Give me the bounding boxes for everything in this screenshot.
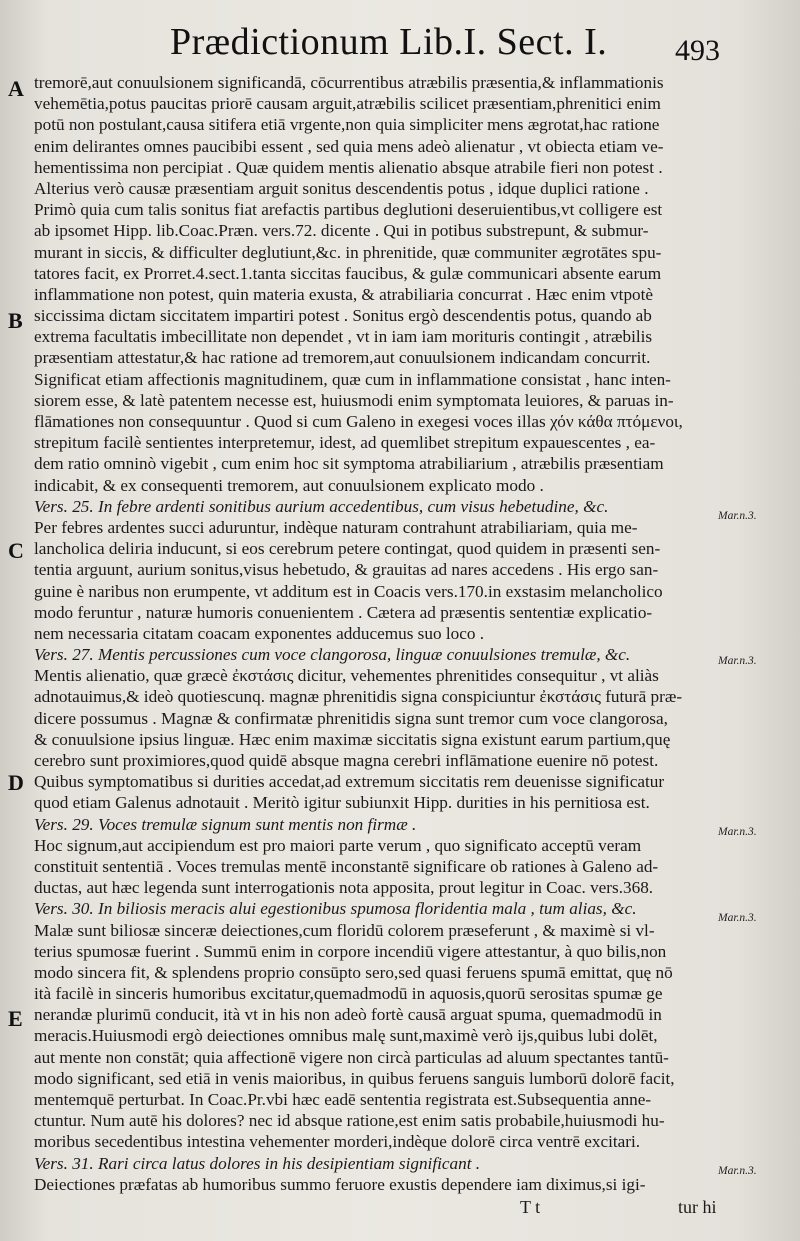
- text-line: lancholica deliria inducunt, si eos cerebrum petere contingat, quod quidem in præsenti sen-: [34, 539, 661, 559]
- text-line: Primò quia cum talis sonitus fiat arefactis partibus deglutioni deseruientibus,vt colligere est: [34, 200, 663, 220]
- text-line: Significat etiam affectionis magnitudinem, quæ cum in inflammatione consistat , hanc inten-: [34, 369, 671, 389]
- text-line: Hoc signum,aut accipiendum est pro maiori parte verum , quo significato acceptū veram: [34, 835, 642, 855]
- text-line: tatores facit, ex Prorret.4.sect.1.tanta siccitas faucibus, & gulæ communicari absente earum: [34, 263, 662, 283]
- margin-reference: Mar.n.3.: [718, 655, 757, 667]
- verse-heading: Vers. 25. In febre ardenti sonitibus aurium accedentibus, cum visus hebetudine, &c.: [34, 496, 609, 516]
- text-line: Deiectiones præfatas ab humoribus summo feruore exustis dependere iam diximus,si igi-: [34, 1174, 646, 1194]
- text-line: terius spumosæ fuerint . Summū enim in corpore incendiū vigere attestantur, à quo bilis,non: [34, 941, 667, 961]
- margin-letter-a: A: [8, 76, 24, 101]
- text-line: tentia arguunt, aurium sonitus,visus hebetudo, & grauitas ad nares accedens . His ergo san-: [34, 560, 659, 580]
- text-line: & conuulsione ipsius linguæ. Hæc enim maximæ siccitatis signa existunt earum partium,quę: [34, 729, 671, 749]
- text-line: modo feruntur , naturæ humoris conuenientem . Cætera ad præsentis sententiæ explicatio-: [34, 602, 653, 622]
- text-line: siorem esse, & latè patentem necesse est, huiusmodi enim symptomata leuiores, & paruas in-: [34, 390, 674, 410]
- text-line: murant in siccis, & difficulter deglutiunt,&c. in phrenitide, quæ communiter ægrotātes spu-: [34, 242, 662, 262]
- text-line: guine è naribus non erumpente, vt additum est in Coacis vers.170.in exstasim melancholico: [34, 581, 663, 601]
- text-line: moribus secedentibus intestina vehementer morderi,indèque dolorē circa ventrē excitari.: [34, 1132, 641, 1152]
- text-line: Mentis alienatio, quæ græcè ἐκστάσις dicitur, vehementes phrenitides consequitur , vt aliàs: [34, 666, 659, 686]
- text-line: ità facilè in sinceris humoribus excitatur,quemadmodū in aquosis,quorū serositas spumæ ge: [34, 984, 663, 1004]
- margin-letter-b: B: [8, 308, 23, 333]
- margin-reference: Mar.n.3.: [718, 912, 757, 924]
- verse-heading: Vers. 30. In biliosis meracis alui egestionibus spumosa floridentia mala , tum alias, &c.: [34, 899, 637, 919]
- text-line: siccissima dictam siccitatem impartiri potest . Sonitus ergò descendentis potus, quando ab: [34, 306, 652, 326]
- text-line: inflammatione non potest, quin materia exusta, & atrabiliaria concurrat . Hæc enim vtpotè: [34, 284, 654, 304]
- text-line: modo sincera fit, & splendens proprio consūpto sero,sed quasi feruens spumā emittat, quę nō: [34, 962, 673, 982]
- text-line: dicere possumus . Magnæ & confirmatæ phrenitidis signa sunt tremor cum voce clangorosa,: [34, 708, 668, 728]
- text-line: nerandæ plurimū conducit, ità vt in his non adeò fortè causā arguat spuma, quemadmodū in: [34, 1005, 662, 1025]
- page-number: 493: [675, 34, 720, 67]
- verse-heading: Vers. 31. Rari circa latus dolores in his desipientiam significant .: [34, 1153, 481, 1173]
- text-line: dem ratio omninò vigebit , cum enim hoc sit symptoma atrabiliarium , atræbilis præsentiam: [34, 454, 664, 474]
- text-line: tremorē,aut conuulsionem significandā, cōcurrentibus atræbilis præsentia,& inflammationis: [34, 73, 664, 92]
- text-line: mentemquē perturbat. In Coac.Pr.vbi hæc eadē sententia registrata est.Subsequentia anne-: [34, 1090, 652, 1109]
- margin-letter-d: D: [8, 770, 24, 795]
- running-title: Prædictionum Lib.I. Sect. I.: [170, 21, 608, 63]
- margin-reference: Mar.n.3.: [718, 1165, 757, 1177]
- verse-heading: Vers. 29. Voces tremulæ signum sunt mentis non firmæ .: [34, 814, 417, 834]
- text-line: extrema facultatis imbecillitate non dependet , vt in iam iam morituris contingit , atræbilis: [34, 327, 653, 347]
- text-line: strepitum facilè sentientes interpretemur, idest, ad quemlibet strepitum expauescentes , ea-: [34, 433, 656, 453]
- margin-letter-c: C: [8, 538, 24, 563]
- text-line: potū non postulant,causa sitifera etiā vrgente,non quia simpliciter mens ægrotat,hac ratione: [34, 115, 660, 135]
- text-line: ductas, aut hæc legenda sunt interrogationis nota apposita, prout legitur in Coac. vers.368.: [34, 878, 654, 898]
- text-line: modo significant, sed etiā in venis maioribus, in quibus feruens sanguis lumborū dolorē facit,: [34, 1068, 675, 1088]
- catchword: tur hi: [678, 1197, 717, 1217]
- text-line: Malæ sunt biliosæ sinceræ deiectiones,cum floridū colorem præseferunt , & maximè si vl-: [34, 920, 655, 940]
- body-text: [34, 72, 716, 1195]
- text-line: Quibus symptomatibus si durities accedat,ad extremum siccitatis rem deuenisse significatur: [34, 772, 665, 792]
- signature-mark: T t: [520, 1197, 541, 1217]
- text-line: ctuntur. Num autē his dolores? nec id absque ratione,est enim satis probabile,huiusmodi hu-: [34, 1111, 665, 1131]
- text-line: ab ipsomet Hipp. lib.Coac.Præn. vers.72. dicente . Qui in potibus substrepunt, & submur-: [34, 221, 649, 241]
- text-line: enim delirantes omnes paucibibi essent , sed quia mens adeò alienatur , vt obiecta etiam ve-: [34, 136, 664, 156]
- margin-letter-e: E: [8, 1006, 23, 1031]
- text-line: præsentiam attestatur,& hac ratione ad tremorem,aut conuulsionem indicandam concurrit.: [34, 348, 651, 368]
- text-line: meracis.Huiusmodi ergò deiectiones omnibus malę sunt,maximè verò ijs,quibus lubi dolēt,: [34, 1026, 658, 1046]
- text-line: quod etiam Galenus adnotauit . Meritò igitur subiunxit Hipp. durities in his pernitiosa est.: [34, 793, 650, 813]
- text-line: Per febres ardentes succi aduruntur, indèque naturam contrahunt atrabiliariam, quia me-: [34, 517, 638, 537]
- text-line: constituit sententiā . Voces tremulas mentē inconstantē significare ob rationes à Galeno ad-: [34, 856, 659, 876]
- text-line: hementissima non percipiat . Quæ quidem mentis alienatio absque atrabile fieri non potest .: [34, 157, 663, 177]
- text-line: indicabit, & ex consequenti tremorem, aut conuulsionem explicato modo .: [34, 475, 544, 495]
- text-line: vehemētia,potus paucitas priorē causam arguit,atræbilis scilicet præsentiam,phrenitici enim: [34, 94, 661, 114]
- text-line: Alterius verò causæ præsentiam arguit sonitus descendentis potus , idque duplici ratione .: [34, 178, 649, 198]
- margin-reference: Mar.n.3.: [718, 826, 757, 838]
- text-line: adnotauimus,& ideò quotiescunq. magnæ phrenitidis signa conspiciuntur ἐκστάσις futurā præ-: [34, 687, 683, 707]
- margin-reference: Mar.n.3.: [718, 510, 757, 522]
- text-line: nem necessaria citatam coacam exponentes adducemus suo loco .: [34, 623, 485, 643]
- verse-heading: Vers. 27. Mentis percussiones cum voce clangorosa, linguæ conuulsiones tremulæ, &c.: [34, 645, 631, 665]
- text-line: aut mente non constāt; quia affectionē vigere non circà particulas ad aluum spectantes tantū-: [34, 1047, 669, 1067]
- page-header: [160, 14, 720, 67]
- text-line: flāmationes non consequuntur . Quod si cum Galeno in exegesi voces illas χόν κάθα πτόμενοι,: [34, 412, 683, 431]
- text-line: cerebro sunt proximiores,quod quidē absque magna cerebri inflāmatione euenire nō potest.: [34, 751, 659, 770]
